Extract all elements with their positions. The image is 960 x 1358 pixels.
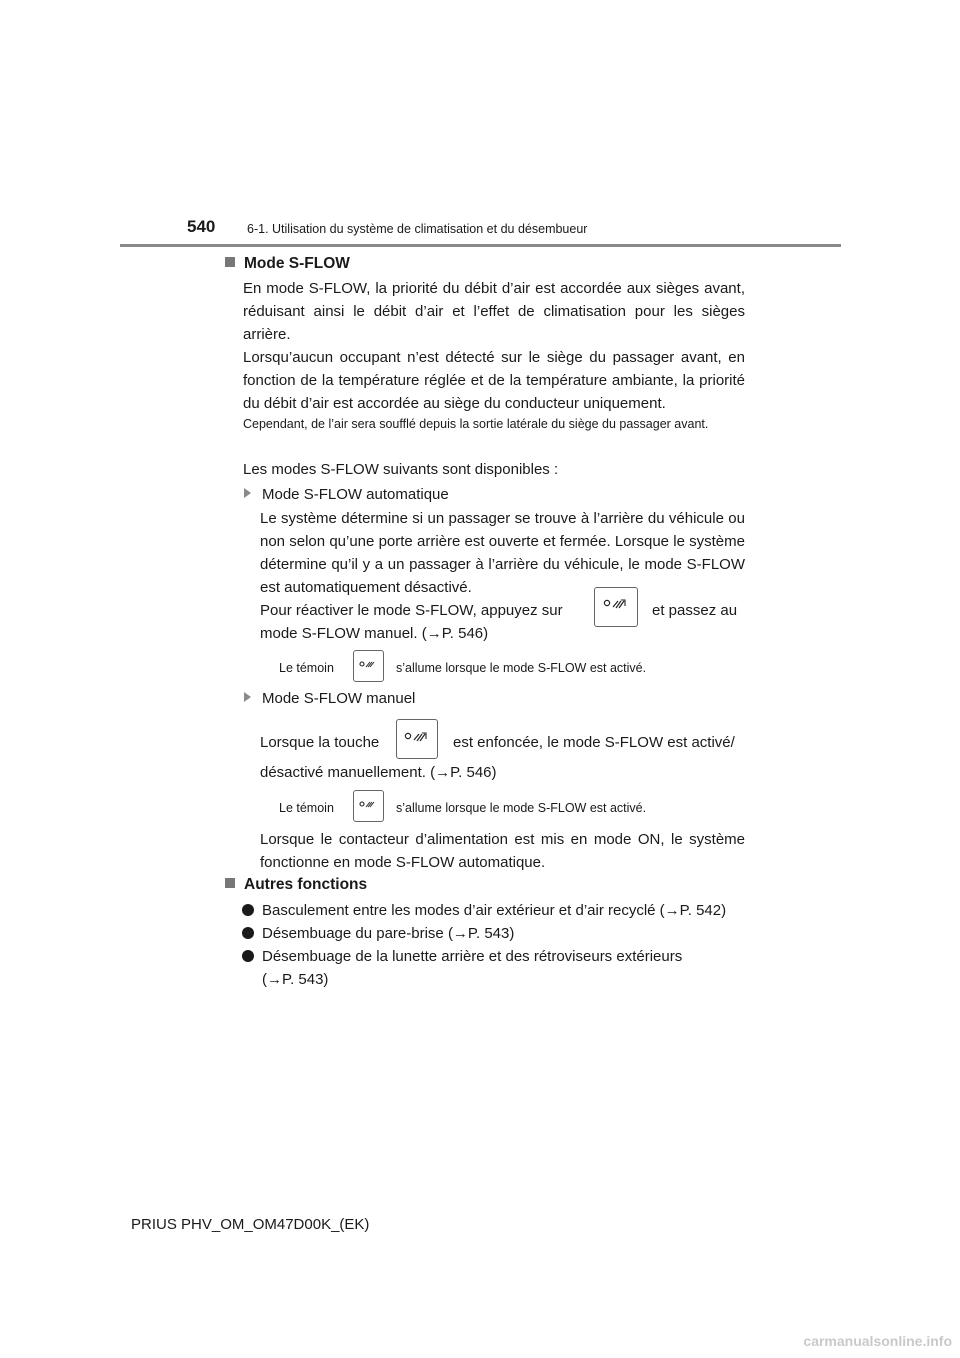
auto-mode-text: Le système détermine si un passager se trouve à l’arrière du véhicule ou non selon qu’une porte arrière est ouverte et fermée. Lorsque le système détermine qu’il y a un passager à l’arrière du véhicule, le mode S-FLOW est automatiquement désactivé. xyxy=(260,510,745,596)
bullet-dot-icon xyxy=(242,927,254,939)
header-divider xyxy=(120,244,841,247)
manual-press-text-a: Lorsque la touche xyxy=(260,734,380,751)
page-number: 540 xyxy=(187,217,216,236)
bullet-dot-icon xyxy=(242,904,254,916)
manual-indicator-text-a: Le témoin xyxy=(279,801,334,815)
auto-indicator-text-b: s’allume lorsque le mode S-FLOW est activé. xyxy=(396,661,647,675)
manual-power-on-text: Lorsque le contacteur d’alimentation est mis en mode ON, le système fonctionne en mode S-FLOW automatique. xyxy=(260,831,745,871)
list-item: Désembuage du pare-brise (→P. 543) xyxy=(242,922,514,945)
list-item: Désembuage de la lunette arrière et des rétroviseurs extérieurs xyxy=(242,945,682,968)
manual-press-text-c: désactivé manuellement. (→P. 546) xyxy=(260,764,497,781)
sflow-paragraph-2: Lorsqu’aucun occupant n’est détecté sur le siège du passager avant, en fonction de la température réglée et de la température ambiante, la priorité du débit d’air est accordée au siège du conducteur uniquement. xyxy=(243,349,745,412)
sflow-paragraph-1: En mode S-FLOW, la priorité du débit d’air est accordée aux sièges avant, réduisant ainsi le débit d’air et l’effet de climatisation pour les sièges arrière. xyxy=(243,280,745,343)
section-heading-sflow: Mode S-FLOW xyxy=(225,255,350,273)
manual-mode-title: Mode S-FLOW manuel xyxy=(244,687,415,710)
auto-reactivate-text-c: mode S-FLOW manuel. (→P. 546) xyxy=(260,625,489,642)
triangle-bullet-icon xyxy=(244,488,251,498)
auto-mode-title: Mode S-FLOW automatique xyxy=(244,483,449,506)
auto-reactivate-text-a: Pour réactiver le mode S-FLOW, appuyez sur xyxy=(260,602,563,619)
square-bullet-icon xyxy=(225,257,235,267)
auto-reactivate-text-b: et passez au xyxy=(652,602,738,619)
sflow-modes-intro: Les modes S-FLOW suivants sont disponibles : xyxy=(243,461,559,478)
chapter-title: 6-1. Utilisation du système de climatisation et du désembueur xyxy=(247,222,588,236)
s-flow-indicator-icon xyxy=(353,650,384,682)
auto-indicator-text-a: Le témoin xyxy=(279,661,334,675)
square-bullet-icon xyxy=(225,878,235,888)
section-heading-other: Autres fonctions xyxy=(225,876,367,894)
list-item-continuation: (→P. 543) xyxy=(262,971,329,988)
watermark: carmanualsonline.info xyxy=(803,1333,952,1349)
manual-indicator-text-b: s’allume lorsque le mode S-FLOW est activé. xyxy=(396,801,647,815)
s-flow-button-icon xyxy=(594,587,638,627)
list-item: Basculement entre les modes d’air extérieur et d’air recyclé (→P. 542) xyxy=(242,899,726,922)
bullet-dot-icon xyxy=(242,950,254,962)
s-flow-indicator-icon xyxy=(353,790,384,822)
manual-press-text-b: est enfoncée, le mode S-FLOW est activé/ xyxy=(453,734,735,751)
triangle-bullet-icon xyxy=(244,692,251,702)
document-code: PRIUS PHV_OM_OM47D00K_(EK) xyxy=(131,1216,370,1233)
s-flow-button-icon xyxy=(396,719,438,759)
sflow-note: Cependant, de l’air sera soufflé depuis la sortie latérale du siège du passager avant. xyxy=(243,417,709,431)
